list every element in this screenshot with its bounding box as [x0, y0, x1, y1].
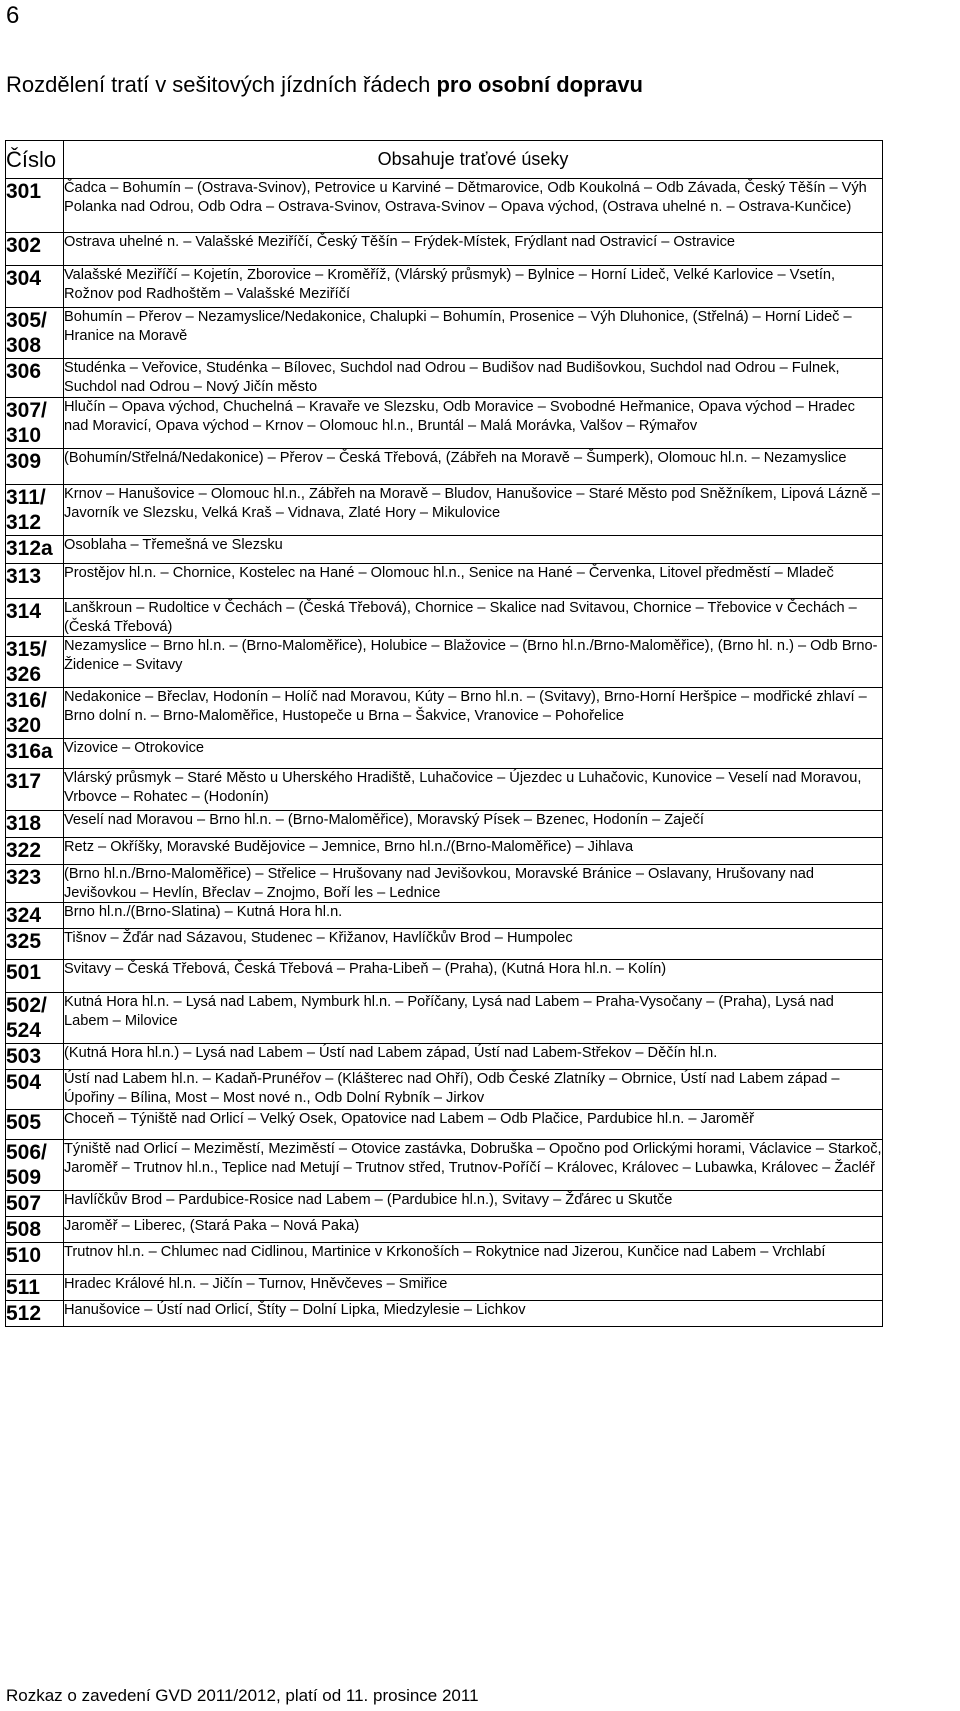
route-number: 316a: [6, 739, 64, 769]
route-segments: Ostrava uhelné n. – Valašské Meziříčí, Český Těšín – Frýdek-Místek, Frýdlant nad Ostravicí – Ostravice: [64, 233, 883, 266]
route-segments: Veselí nad Moravou – Brno hl.n. – (Brno-Maloměřice), Moravský Písek – Bzenec, Hodonín – Zaječí: [64, 811, 883, 838]
route-number: 302: [6, 233, 64, 266]
table-row: [6, 1301, 883, 1327]
route-segments: Brno hl.n./(Brno-Slatina) – Kutná Hora hl.n.: [64, 903, 883, 929]
routes-table: [5, 140, 883, 1327]
table-row: [6, 929, 883, 960]
route-number: 304: [6, 266, 64, 308]
route-number: 318: [6, 811, 64, 838]
route-segments: Týniště nad Orlicí – Meziměstí, Meziměstí – Otovice zastávka, Dobruška – Opočno pod Orlickými horami, Václavice – Starkoč, Jaroměř – Trutnov hl.n., Teplice nad Metují – Trutnov střed, Trutnov-Poříčí – Královec, Královec – Lubawka, Královec – Žacléř: [64, 1140, 883, 1191]
table-row: [6, 838, 883, 865]
route-number: 301: [6, 179, 64, 233]
route-segments: Vlárský průsmyk – Staré Město u Uherského Hradiště, Luhačovice – Újezdec u Luhačovic, Kunovice – Veselí nad Moravou, Vrbovce – Rohatec – (Hodonín): [64, 769, 883, 811]
table-row: [6, 1275, 883, 1301]
route-number: 504: [6, 1070, 64, 1110]
route-number: 305/ 308: [6, 308, 64, 359]
route-segments: Prostějov hl.n. – Chornice, Kostelec na Hané – Olomouc hl.n., Senice na Hané – Červenka, Litovel předměstí – Mladeč: [64, 564, 883, 599]
column-header-number: Číslo: [6, 141, 64, 179]
route-number: 312a: [6, 536, 64, 564]
page-number: 6: [6, 2, 20, 29]
route-segments: (Kutná Hora hl.n.) – Lysá nad Labem – Ústí nad Labem západ, Ústí nad Labem-Střekov – Děčín hl.n.: [64, 1044, 883, 1070]
route-segments: Valašské Meziříčí – Kojetín, Zborovice – Kroměříž, (Vlárský průsmyk) – Bylnice – Horní Lideč, Velké Karlovice – Vsetín, Rožnov pod Radhoštěm – Valašské Meziříčí: [64, 266, 883, 308]
route-number: 317: [6, 769, 64, 811]
route-number: 511: [6, 1275, 64, 1301]
route-segments: Lanškroun – Rudoltice v Čechách – (Česká Třebová), Chornice – Skalice nad Svitavou, Chornice – Třebovice v Čechách – (Česká Třebová): [64, 599, 883, 637]
route-number: 510: [6, 1243, 64, 1275]
table-row: [6, 308, 883, 359]
route-number: 503: [6, 1044, 64, 1070]
route-segments: (Brno hl.n./Brno-Maloměřice) – Střelice – Hrušovany nad Jevišovkou, Moravské Bránice – Oslavany, Hrušovany nad Jevišovkou – Hevlín, Břeclav – Znojmo, Boří les – Lednice: [64, 865, 883, 903]
route-number: 325: [6, 929, 64, 960]
page-title-text: Rozdělení tratí v sešitových jízdních řádech: [6, 72, 437, 97]
route-number: 324: [6, 903, 64, 929]
route-number: 316/ 320: [6, 688, 64, 739]
route-number: 506/ 509: [6, 1140, 64, 1191]
table-row: [6, 1140, 883, 1191]
route-segments: Kutná Hora hl.n. – Lysá nad Labem, Nymburk hl.n. – Poříčany, Lysá nad Labem – Praha-Vysočany – (Praha), Lysá nad Labem – Milovice: [64, 993, 883, 1044]
page-title-emphasis: pro osobní dopravu: [436, 72, 643, 97]
route-number: 507: [6, 1191, 64, 1217]
route-segments: Svitavy – Česká Třebová, Česká Třebová – Praha-Libeň – (Praha), (Kutná Hora hl.n. – Kolín): [64, 960, 883, 993]
column-header-segments: Obsahuje traťové úseky: [64, 141, 883, 179]
table-row: [6, 739, 883, 769]
route-segments: Tišnov – Žďár nad Sázavou, Studenec – Křižanov, Havlíčkův Brod – Humpolec: [64, 929, 883, 960]
route-number: 315/ 326: [6, 637, 64, 688]
route-number: 314: [6, 599, 64, 637]
route-number: 323: [6, 865, 64, 903]
table-row: [6, 960, 883, 993]
route-number: 313: [6, 564, 64, 599]
route-number: 505: [6, 1110, 64, 1140]
route-number: 309: [6, 449, 64, 485]
table-row: [6, 903, 883, 929]
table-row: [6, 865, 883, 903]
table-row: [6, 688, 883, 739]
table-row: [6, 811, 883, 838]
table-row: [6, 637, 883, 688]
table-row: [6, 485, 883, 536]
table-row: [6, 769, 883, 811]
table-row: [6, 398, 883, 449]
table-row: [6, 599, 883, 637]
route-segments: Havlíčkův Brod – Pardubice-Rosice nad Labem – (Pardubice hl.n.), Svitavy – Žďárec u Skutče: [64, 1191, 883, 1217]
route-segments: Choceň – Týniště nad Orlicí – Velký Osek, Opatovice nad Labem – Odb Plačice, Pardubice hl.n. – Jaroměř: [64, 1110, 883, 1140]
route-segments: Trutnov hl.n. – Chlumec nad Cidlinou, Martinice v Krkonoších – Rokytnice nad Jizerou, Kunčice nad Labem – Vrchlabí: [64, 1243, 883, 1275]
table-row: [6, 1044, 883, 1070]
table-row: [6, 233, 883, 266]
table-row: [6, 1191, 883, 1217]
route-segments: (Bohumín/Střelná/Nedakonice) – Přerov – Česká Třebová, (Zábřeh na Moravě – Šumperk), Olomouc hl.n. – Nezamyslice: [64, 449, 883, 485]
table-row: [6, 564, 883, 599]
table-row: [6, 179, 883, 233]
route-number: 508: [6, 1217, 64, 1243]
route-segments: Bohumín – Přerov – Nezamyslice/Nedakonice, Chalupki – Bohumín, Prosenice – Výh Dluhonice, (Střelná) – Horní Lideč – Hranice na Moravě: [64, 308, 883, 359]
route-number: 322: [6, 838, 64, 865]
route-segments: Jaroměř – Liberec, (Stará Paka – Nová Paka): [64, 1217, 883, 1243]
table-row: [6, 536, 883, 564]
route-number: 311/ 312: [6, 485, 64, 536]
route-segments: Hradec Králové hl.n. – Jičín – Turnov, Hněvčeves – Smiřice: [64, 1275, 883, 1301]
route-segments: Čadca – Bohumín – (Ostrava-Svinov), Petrovice u Karviné – Dětmarovice, Odb Koukolná – Odb Závada, Český Těšín – Výh Polanka nad Odrou, Odb Odra – Ostrava-Svinov, Ostrava-Svinov – Opava východ, (Ostrava uhelné n. – Ostrava-Kunčice): [64, 179, 883, 233]
table-header-row: [6, 141, 883, 179]
routes-table-body: [6, 179, 883, 1327]
route-segments: Vizovice – Otrokovice: [64, 739, 883, 769]
route-segments: Studénka – Veřovice, Studénka – Bílovec, Suchdol nad Odrou – Budišov nad Budišovkou, Suchdol nad Odrou – Fulnek, Suchdol nad Odrou – Nový Jičín město: [64, 359, 883, 398]
table-row: [6, 993, 883, 1044]
route-segments: Osoblaha – Třemešná ve Slezsku: [64, 536, 883, 564]
route-segments: Retz – Okříšky, Moravské Budějovice – Jemnice, Brno hl.n./(Brno-Maloměřice) – Jihlava: [64, 838, 883, 865]
route-number: 501: [6, 960, 64, 993]
route-segments: Krnov – Hanušovice – Olomouc hl.n., Zábřeh na Moravě – Bludov, Hanušovice – Staré Město pod Sněžníkem, Lipová Lázně – Javorník ve Slezsku, Velká Kraš – Vidnava, Zlaté Hory – Mikulovice: [64, 485, 883, 536]
route-segments: Nezamyslice – Brno hl.n. – (Brno-Maloměřice), Holubice – Blažovice – (Brno hl.n./Brno-Maloměřice), (Brno hl. n.) – Odb Brno-Židenice – Svitavy: [64, 637, 883, 688]
route-segments: Ústí nad Labem hl.n. – Kadaň-Prunéřov – (Klášterec nad Ohří), Odb České Zlatníky – Obrnice, Ústí nad Labem západ – Úpořiny – Bílina, Most – Most nové n., Odb Dolní Rybník – Jirkov: [64, 1070, 883, 1110]
page-title: [6, 72, 643, 98]
table-row: [6, 1243, 883, 1275]
table-row: [6, 266, 883, 308]
table-row: [6, 1070, 883, 1110]
route-number: 502/ 524: [6, 993, 64, 1044]
table-row: [6, 1217, 883, 1243]
table-row: [6, 449, 883, 485]
route-number: 512: [6, 1301, 64, 1327]
table-row: [6, 1110, 883, 1140]
route-segments: Nedakonice – Břeclav, Hodonín – Holíč nad Moravou, Kúty – Brno hl.n. – (Svitavy), Brno-Horní Heršpice – modřické zhlaví – Brno dolní n. – Brno-Maloměřice, Hustopeče u Brna – Šakvice, Vranovice – Pohořelice: [64, 688, 883, 739]
page-footer: Rozkaz o zavedení GVD 2011/2012, platí od 11. prosince 2011: [6, 1686, 479, 1705]
route-segments: Hlučín – Opava východ, Chuchelná – Kravaře ve Slezsku, Odb Moravice – Svobodné Heřmanice, Opava východ – Hradec nad Moravicí, Opava východ – Krnov – Olomouc hl.n., Bruntál – Malá Morávka, Valšov – Rýmařov: [64, 398, 883, 449]
route-number: 306: [6, 359, 64, 398]
route-number: 307/ 310: [6, 398, 64, 449]
route-segments: Hanušovice – Ústí nad Orlicí, Štíty – Dolní Lipka, Miedzylesie – Lichkov: [64, 1301, 883, 1327]
table-row: [6, 359, 883, 398]
